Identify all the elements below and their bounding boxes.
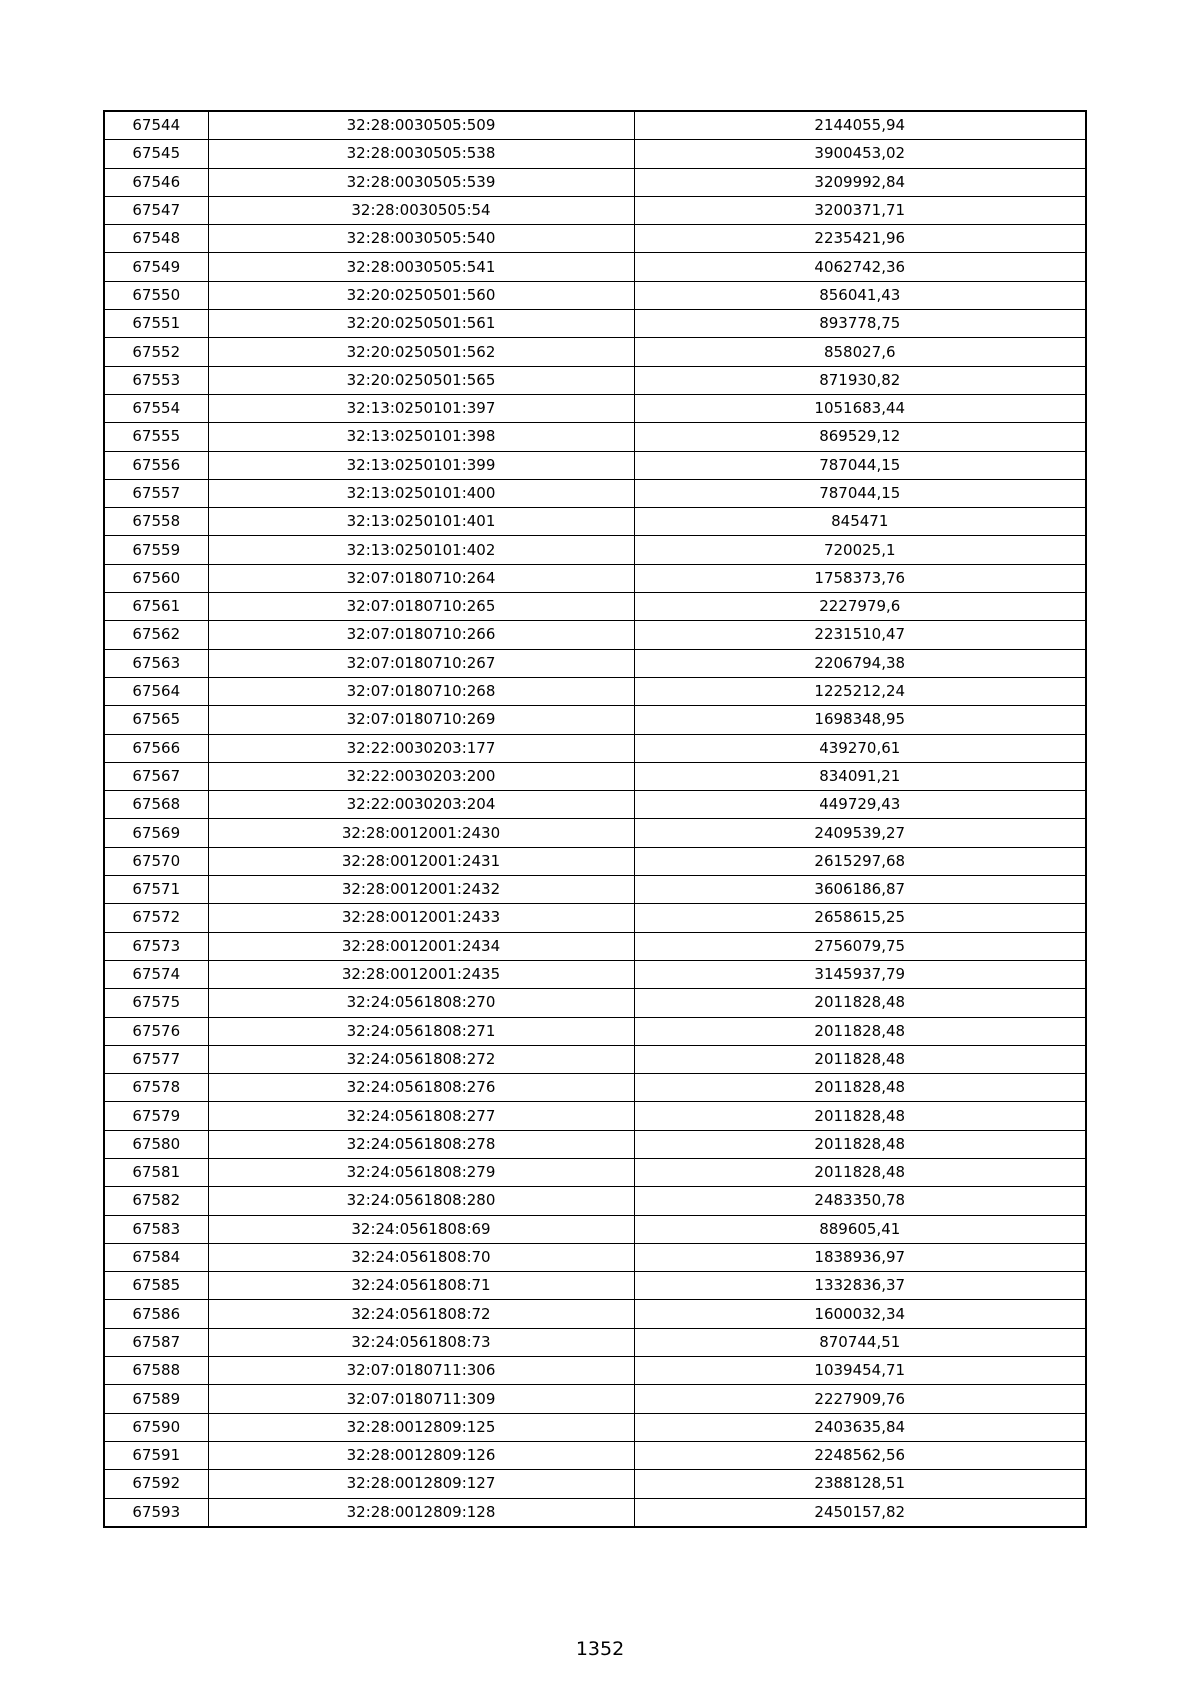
page-number: 1352: [575, 1638, 625, 1660]
cadastral-value-cell: 4062742,36: [634, 253, 1086, 281]
cadastral-number-cell: 32:28:0012809:126: [208, 1441, 634, 1469]
table-row: [104, 876, 1086, 904]
cadastral-number-cell: 32:22:0030203:204: [208, 791, 634, 819]
table-body: [104, 111, 1086, 1527]
cadastral-number-cell: 32:24:0561808:71: [208, 1272, 634, 1300]
cadastral-number-cell: 32:28:0012001:2433: [208, 904, 634, 932]
row-number-cell: 67559: [104, 536, 208, 564]
cadastral-number-cell: 32:24:0561808:72: [208, 1300, 634, 1328]
cadastral-number-cell: 32:07:0180711:309: [208, 1385, 634, 1413]
table-row: [104, 394, 1086, 422]
table-row: [104, 1272, 1086, 1300]
cadastral-value-cell: 2206794,38: [634, 649, 1086, 677]
cadastral-value-cell: 2227979,6: [634, 593, 1086, 621]
table-row: [104, 1243, 1086, 1271]
cadastral-value-cell: 3145937,79: [634, 960, 1086, 988]
cadastral-value-cell: 2011828,48: [634, 989, 1086, 1017]
row-number-cell: 67558: [104, 508, 208, 536]
table-row: [104, 847, 1086, 875]
table-row: [104, 706, 1086, 734]
cadastral-value-cell: 2248562,56: [634, 1441, 1086, 1469]
cadastral-number-cell: 32:20:0250501:562: [208, 338, 634, 366]
table-row: [104, 168, 1086, 196]
cadastral-value-cell: 845471: [634, 508, 1086, 536]
cadastral-number-cell: 32:28:0030505:538: [208, 140, 634, 168]
table-row: [104, 649, 1086, 677]
row-number-cell: 67585: [104, 1272, 208, 1300]
cadastral-value-cell: 2231510,47: [634, 621, 1086, 649]
cadastral-value-cell: 1051683,44: [634, 394, 1086, 422]
cadastral-value-cell: 2011828,48: [634, 1102, 1086, 1130]
cadastral-value-cell: 2388128,51: [634, 1470, 1086, 1498]
table-row: [104, 111, 1086, 140]
row-number-cell: 67593: [104, 1498, 208, 1527]
table-row: [104, 1357, 1086, 1385]
cadastral-value-cell: 3606186,87: [634, 876, 1086, 904]
row-number-cell: 67574: [104, 960, 208, 988]
row-number-cell: 67588: [104, 1357, 208, 1385]
table-row: [104, 960, 1086, 988]
cadastral-number-cell: 32:24:0561808:278: [208, 1130, 634, 1158]
row-number-cell: 67586: [104, 1300, 208, 1328]
row-number-cell: 67581: [104, 1158, 208, 1186]
cadastral-number-cell: 32:07:0180711:306: [208, 1357, 634, 1385]
cadastral-number-cell: 32:28:0012001:2434: [208, 932, 634, 960]
table-row: [104, 225, 1086, 253]
table-row: [104, 253, 1086, 281]
cadastral-number-cell: 32:22:0030203:177: [208, 734, 634, 762]
cadastral-number-cell: 32:28:0012001:2435: [208, 960, 634, 988]
table-row: [104, 791, 1086, 819]
row-number-cell: 67577: [104, 1045, 208, 1073]
table-row: [104, 281, 1086, 309]
cadastral-value-cell: 2450157,82: [634, 1498, 1086, 1527]
row-number-cell: 67561: [104, 593, 208, 621]
row-number-cell: 67575: [104, 989, 208, 1017]
cadastral-number-cell: 32:28:0012001:2432: [208, 876, 634, 904]
table-row: [104, 451, 1086, 479]
cadastral-number-cell: 32:24:0561808:279: [208, 1158, 634, 1186]
row-number-cell: 67572: [104, 904, 208, 932]
row-number-cell: 67551: [104, 310, 208, 338]
cadastral-value-cell: 869529,12: [634, 423, 1086, 451]
cadastral-number-cell: 32:13:0250101:397: [208, 394, 634, 422]
row-number-cell: 67544: [104, 111, 208, 140]
cadastral-number-cell: 32:13:0250101:401: [208, 508, 634, 536]
cadastral-value-cell: 2615297,68: [634, 847, 1086, 875]
cadastral-number-cell: 32:07:0180710:269: [208, 706, 634, 734]
cadastral-value-cell: 787044,15: [634, 479, 1086, 507]
row-number-cell: 67589: [104, 1385, 208, 1413]
cadastral-number-cell: 32:28:0012809:127: [208, 1470, 634, 1498]
cadastral-number-cell: 32:24:0561808:272: [208, 1045, 634, 1073]
row-number-cell: 67576: [104, 1017, 208, 1045]
row-number-cell: 67587: [104, 1328, 208, 1356]
cadastral-value-cell: 871930,82: [634, 366, 1086, 394]
cadastral-value-table: [103, 110, 1087, 1528]
row-number-cell: 67567: [104, 762, 208, 790]
table-row: [104, 1413, 1086, 1441]
cadastral-number-cell: 32:07:0180710:268: [208, 677, 634, 705]
table-row: [104, 1045, 1086, 1073]
cadastral-number-cell: 32:28:0030505:54: [208, 196, 634, 224]
cadastral-value-cell: 1039454,71: [634, 1357, 1086, 1385]
table-row: [104, 734, 1086, 762]
table-row: [104, 536, 1086, 564]
row-number-cell: 67557: [104, 479, 208, 507]
table-row: [104, 1300, 1086, 1328]
cadastral-value-cell: 856041,43: [634, 281, 1086, 309]
cadastral-number-cell: 32:28:0030505:540: [208, 225, 634, 253]
cadastral-number-cell: 32:20:0250501:560: [208, 281, 634, 309]
row-number-cell: 67565: [104, 706, 208, 734]
table-row: [104, 423, 1086, 451]
cadastral-value-cell: 2483350,78: [634, 1187, 1086, 1215]
table-row: [104, 338, 1086, 366]
table-row: [104, 989, 1086, 1017]
table-row: [104, 677, 1086, 705]
row-number-cell: 67583: [104, 1215, 208, 1243]
cadastral-value-cell: 2144055,94: [634, 111, 1086, 140]
cadastral-value-cell: 2011828,48: [634, 1130, 1086, 1158]
cadastral-number-cell: 32:24:0561808:270: [208, 989, 634, 1017]
table-row: [104, 819, 1086, 847]
cadastral-number-cell: 32:13:0250101:398: [208, 423, 634, 451]
row-number-cell: 67562: [104, 621, 208, 649]
row-number-cell: 67590: [104, 1413, 208, 1441]
row-number-cell: 67555: [104, 423, 208, 451]
cadastral-value-cell: 893778,75: [634, 310, 1086, 338]
table-row: [104, 1158, 1086, 1186]
table-row: [104, 1385, 1086, 1413]
row-number-cell: 67578: [104, 1074, 208, 1102]
cadastral-value-cell: 3900453,02: [634, 140, 1086, 168]
table-row: [104, 762, 1086, 790]
cadastral-value-cell: 2658615,25: [634, 904, 1086, 932]
cadastral-number-cell: 32:24:0561808:276: [208, 1074, 634, 1102]
row-number-cell: 67570: [104, 847, 208, 875]
cadastral-number-cell: 32:28:0012001:2430: [208, 819, 634, 847]
cadastral-value-cell: 2403635,84: [634, 1413, 1086, 1441]
row-number-cell: 67591: [104, 1441, 208, 1469]
row-number-cell: 67569: [104, 819, 208, 847]
cadastral-number-cell: 32:24:0561808:69: [208, 1215, 634, 1243]
cadastral-value-cell: 1225212,24: [634, 677, 1086, 705]
cadastral-number-cell: 32:28:0030505:509: [208, 111, 634, 140]
cadastral-number-cell: 32:20:0250501:565: [208, 366, 634, 394]
row-number-cell: 67580: [104, 1130, 208, 1158]
cadastral-value-cell: 1838936,97: [634, 1243, 1086, 1271]
table-row: [104, 1470, 1086, 1498]
table-row: [104, 196, 1086, 224]
cadastral-number-cell: 32:28:0012001:2431: [208, 847, 634, 875]
cadastral-value-cell: 787044,15: [634, 451, 1086, 479]
table-row: [104, 1130, 1086, 1158]
row-number-cell: 67566: [104, 734, 208, 762]
table-row: [104, 1074, 1086, 1102]
row-number-cell: 67554: [104, 394, 208, 422]
cadastral-value-cell: 720025,1: [634, 536, 1086, 564]
cadastral-value-cell: 2235421,96: [634, 225, 1086, 253]
cadastral-number-cell: 32:07:0180710:266: [208, 621, 634, 649]
table-row: [104, 310, 1086, 338]
row-number-cell: 67579: [104, 1102, 208, 1130]
table-row: [104, 140, 1086, 168]
row-number-cell: 67546: [104, 168, 208, 196]
cadastral-value-cell: 2756079,75: [634, 932, 1086, 960]
cadastral-number-cell: 32:24:0561808:73: [208, 1328, 634, 1356]
cadastral-value-cell: 1698348,95: [634, 706, 1086, 734]
table-row: [104, 1017, 1086, 1045]
table-row: [104, 366, 1086, 394]
row-number-cell: 67563: [104, 649, 208, 677]
row-number-cell: 67560: [104, 564, 208, 592]
table-row: [104, 564, 1086, 592]
row-number-cell: 67550: [104, 281, 208, 309]
row-number-cell: 67556: [104, 451, 208, 479]
row-number-cell: 67582: [104, 1187, 208, 1215]
cadastral-number-cell: 32:28:0012809:128: [208, 1498, 634, 1527]
table-row: [104, 1215, 1086, 1243]
cadastral-value-cell: 2011828,48: [634, 1017, 1086, 1045]
row-number-cell: 67564: [104, 677, 208, 705]
cadastral-number-cell: 32:24:0561808:271: [208, 1017, 634, 1045]
table-row: [104, 621, 1086, 649]
row-number-cell: 67592: [104, 1470, 208, 1498]
cadastral-number-cell: 32:24:0561808:70: [208, 1243, 634, 1271]
cadastral-value-cell: 2227909,76: [634, 1385, 1086, 1413]
cadastral-value-cell: 2409539,27: [634, 819, 1086, 847]
table-row: [104, 1328, 1086, 1356]
table-row: [104, 1441, 1086, 1469]
cadastral-number-cell: 32:28:0012809:125: [208, 1413, 634, 1441]
cadastral-value-cell: 1758373,76: [634, 564, 1086, 592]
cadastral-value-cell: 439270,61: [634, 734, 1086, 762]
cadastral-value-cell: 2011828,48: [634, 1158, 1086, 1186]
cadastral-number-cell: 32:24:0561808:280: [208, 1187, 634, 1215]
cadastral-value-cell: 2011828,48: [634, 1045, 1086, 1073]
row-number-cell: 67547: [104, 196, 208, 224]
cadastral-number-cell: 32:13:0250101:402: [208, 536, 634, 564]
table-row: [104, 1498, 1086, 1527]
table-row: [104, 593, 1086, 621]
row-number-cell: 67573: [104, 932, 208, 960]
row-number-cell: 67548: [104, 225, 208, 253]
row-number-cell: 67552: [104, 338, 208, 366]
cadastral-number-cell: 32:24:0561808:277: [208, 1102, 634, 1130]
cadastral-value-cell: 2011828,48: [634, 1074, 1086, 1102]
cadastral-value-cell: 449729,43: [634, 791, 1086, 819]
row-number-cell: 67545: [104, 140, 208, 168]
row-number-cell: 67568: [104, 791, 208, 819]
cadastral-value-cell: 1600032,34: [634, 1300, 1086, 1328]
row-number-cell: 67571: [104, 876, 208, 904]
cadastral-value-cell: 858027,6: [634, 338, 1086, 366]
table-row: [104, 932, 1086, 960]
cadastral-number-cell: 32:28:0030505:539: [208, 168, 634, 196]
cadastral-number-cell: 32:07:0180710:265: [208, 593, 634, 621]
cadastral-value-cell: 3209992,84: [634, 168, 1086, 196]
cadastral-value-cell: 870744,51: [634, 1328, 1086, 1356]
cadastral-value-cell: 3200371,71: [634, 196, 1086, 224]
row-number-cell: 67584: [104, 1243, 208, 1271]
row-number-cell: 67549: [104, 253, 208, 281]
cadastral-number-cell: 32:28:0030505:541: [208, 253, 634, 281]
cadastral-number-cell: 32:13:0250101:399: [208, 451, 634, 479]
cadastral-number-cell: 32:07:0180710:264: [208, 564, 634, 592]
cadastral-number-cell: 32:22:0030203:200: [208, 762, 634, 790]
cadastral-value-cell: 1332836,37: [634, 1272, 1086, 1300]
cadastral-number-cell: 32:20:0250501:561: [208, 310, 634, 338]
cadastral-number-cell: 32:13:0250101:400: [208, 479, 634, 507]
cadastral-number-cell: 32:07:0180710:267: [208, 649, 634, 677]
table-row: [104, 508, 1086, 536]
table-row: [104, 904, 1086, 932]
cadastral-value-cell: 834091,21: [634, 762, 1086, 790]
row-number-cell: 67553: [104, 366, 208, 394]
table-row: [104, 479, 1086, 507]
cadastral-value-cell: 889605,41: [634, 1215, 1086, 1243]
table-row: [104, 1187, 1086, 1215]
table-row: [104, 1102, 1086, 1130]
